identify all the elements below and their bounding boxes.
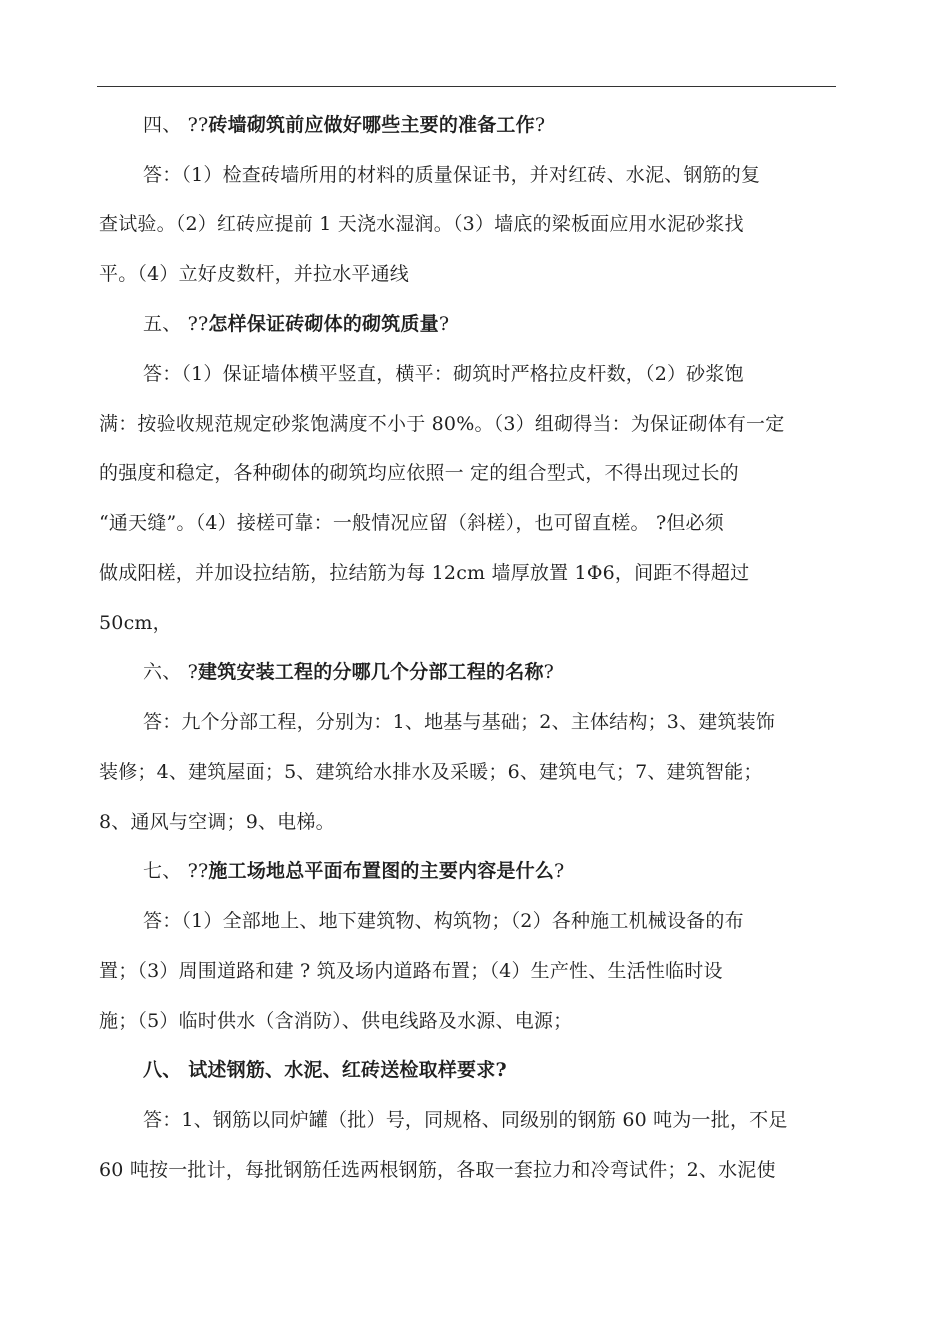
heading-mark: ? bbox=[534, 114, 546, 136]
heading-number: 四、 bbox=[143, 114, 182, 136]
answer-line: 置；（3）周围道路和建 ? 筑及场内道路布置；（4）生产性、生活性临时设 bbox=[99, 960, 723, 982]
answer-line: “通天缝”。（4）接槎可靠：一般情况应留（斜槎），也可留直槎。 ?但必须 bbox=[99, 512, 724, 534]
answer-line: 施；（5）临时供水（含消防）、供电线路及水源、电源； bbox=[99, 1010, 573, 1032]
answer-line: 满：按验收规范规定砂浆饱满度不小于 80%。（3）组砌得当：为保证砌体有一定 bbox=[99, 413, 785, 435]
heading-prefix: ? bbox=[181, 661, 199, 683]
answer-line: 答：（1）全部地上、地下建筑物、构筑物；（2）各种施工机械设备的布 bbox=[143, 910, 744, 932]
answer-line: 8、通风与空调；9、电梯。 bbox=[99, 811, 335, 833]
section-heading-8 bbox=[143, 1058, 507, 1082]
answer-line: 查试验。（2）红砖应提前 1 天浇水湿润。（3）墙底的梁板面应用水泥砂浆找 bbox=[99, 213, 744, 235]
answer-line: 答：1、钢筋以同炉罐（批）号，同规格、同级别的钢筋 60 吨为一批，不足 bbox=[143, 1109, 788, 1131]
header-rule bbox=[97, 86, 836, 87]
section-heading-4 bbox=[143, 113, 545, 137]
heading-text: 试述钢筋、水泥、红砖送检取样要求 bbox=[188, 1059, 496, 1081]
heading-text: 建筑安装工程的分哪几个分部工程的名称 bbox=[198, 661, 544, 683]
heading-text: 怎样保证砖砌体的砌筑质量 bbox=[208, 313, 439, 335]
answer-line: 答：（1）检查砖墙所用的材料的质量保证书，并对红砖、水泥、钢筋的复 bbox=[143, 164, 761, 186]
answer-line: 50cm， bbox=[99, 612, 172, 634]
heading-text: 砖墙砌筑前应做好哪些主要的准备工作 bbox=[208, 114, 535, 136]
heading-mark: ? bbox=[438, 313, 450, 335]
heading-number: 七、 bbox=[143, 860, 182, 882]
section-heading-6 bbox=[143, 660, 554, 684]
answer-line: 做成阳槎，并加设拉结筋，拉结筋为每 12cm 墙厚放置 1Φ6，间距不得超过 bbox=[99, 562, 750, 584]
answer-line: 答：（1）保证墙体横平竖直，横平：砌筑时严格拉皮杆数，（2）砂浆饱 bbox=[143, 363, 744, 385]
answer-line: 的强度和稳定，各种砌体的砌筑均应依照一 定的组合型式，不得出现过长的 bbox=[99, 462, 739, 484]
heading-mark: ? bbox=[495, 1059, 507, 1081]
answer-line: 装修；4、建筑屋面；5、建筑给水排水及采暖；6、建筑电气；7、建筑智能； bbox=[99, 761, 763, 783]
answer-line: 答：九个分部工程，分别为：1、地基与基础；2、主体结构；3、建筑装饰 bbox=[143, 711, 776, 733]
heading-text: 施工场地总平面布置图的主要内容是什么 bbox=[208, 860, 555, 882]
section-heading-7 bbox=[143, 859, 564, 883]
heading-number: 六、 bbox=[143, 661, 182, 683]
answer-line: 60 吨按一批计，每批钢筋任选两根钢筋，各取一套拉力和冷弯试件；2、水泥使 bbox=[99, 1159, 776, 1181]
heading-prefix: ?? bbox=[181, 860, 209, 882]
heading-mark: ? bbox=[554, 860, 565, 882]
heading-prefix: ?? bbox=[181, 114, 209, 136]
heading-number: 五、 bbox=[143, 313, 182, 335]
section-heading-5 bbox=[143, 312, 449, 336]
heading-prefix: ?? bbox=[181, 313, 209, 335]
answer-line: 平。（4）立好皮数杆，并拉水平通线 bbox=[99, 263, 409, 285]
heading-mark: ? bbox=[543, 661, 555, 683]
heading-number: 八、 bbox=[143, 1059, 182, 1081]
